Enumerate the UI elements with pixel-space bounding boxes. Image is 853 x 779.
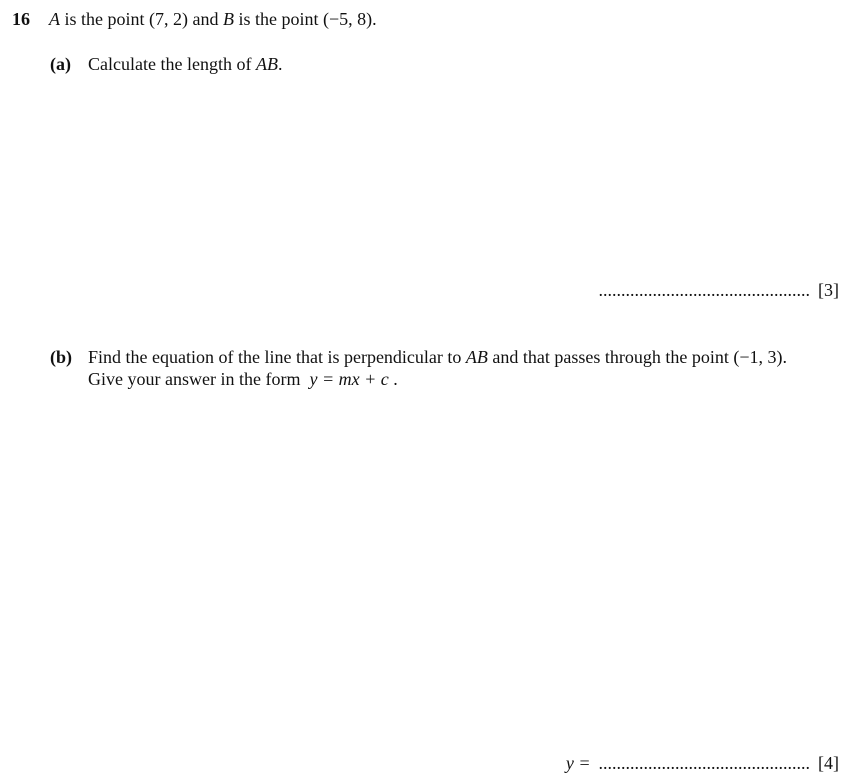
part-b-answer-prefix: y = [565, 753, 591, 773]
part-a-segment: AB [255, 54, 278, 74]
part-a-end: . [277, 54, 283, 74]
part-b-question-line2 [88, 370, 398, 388]
part-b-line1-start: Find the equation of the line that is perpendicular to [88, 347, 466, 367]
question-stem [49, 10, 377, 28]
part-a-answer-line[interactable] [599, 281, 840, 299]
part-a-text: Calculate the length of [88, 54, 256, 74]
part-a-answer-dots[interactable]: ............................................... [598, 280, 810, 300]
part-b-question-line1 [88, 348, 787, 366]
point-b-text: is the point (−5, 8). [233, 9, 377, 29]
point-a-text: is the point (7, 2) and [60, 9, 223, 29]
part-a-label: (a) [50, 54, 71, 74]
part-b-line2-end: . [388, 369, 398, 389]
part-b-answer-dots[interactable]: ............................................... [598, 753, 810, 773]
question-number: 16 [12, 9, 30, 29]
part-a-question [88, 55, 282, 73]
part-b-label: (b) [50, 347, 72, 367]
point-a-name: A [49, 9, 60, 29]
part-b-answer-line[interactable] [566, 754, 839, 772]
part-b-line2-start: Give your answer in the form [88, 369, 310, 389]
part-b-segment: AB [465, 347, 488, 367]
point-b-name: B [222, 9, 234, 29]
part-a-marks: [3] [818, 280, 839, 300]
part-b-line1-end: and that passes through the point (−1, 3). [487, 347, 788, 367]
part-b-marks: [4] [818, 753, 839, 773]
part-b-formula: y = mx + c [309, 369, 389, 389]
